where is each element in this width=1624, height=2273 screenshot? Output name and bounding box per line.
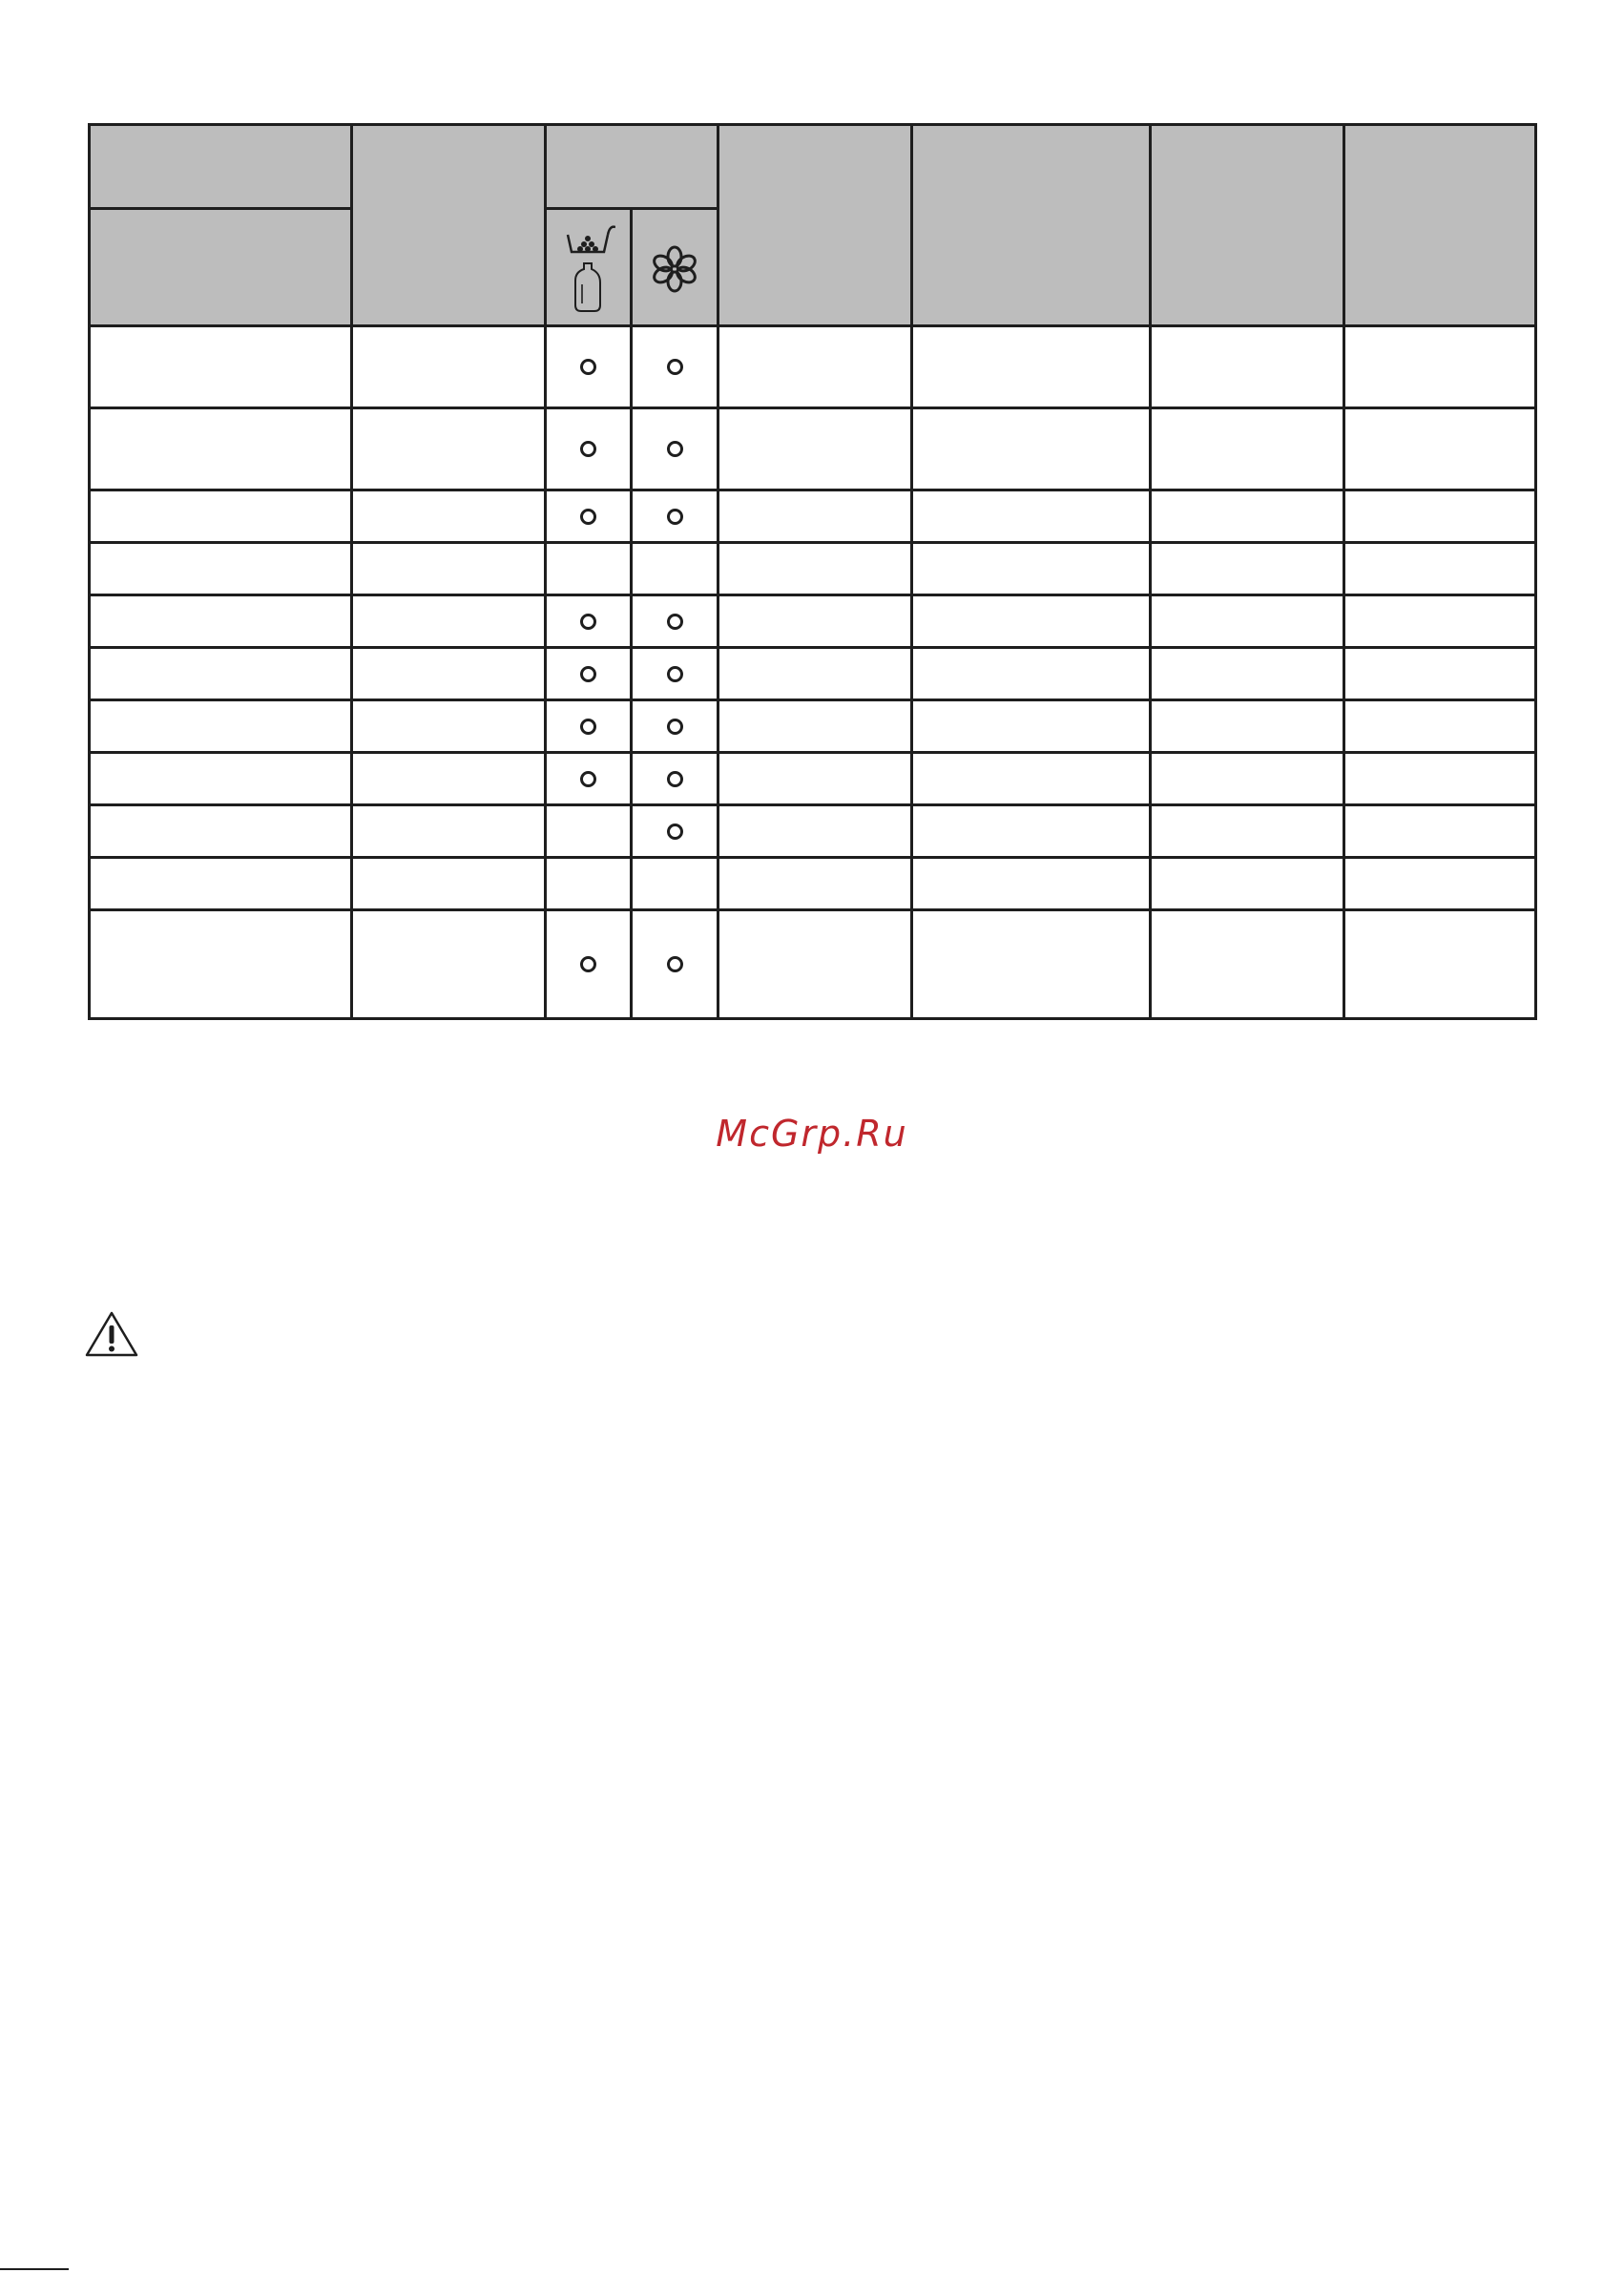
detergent-dispenser-mark [580, 956, 596, 972]
row-divider [91, 908, 1534, 911]
softener-dispenser-mark [667, 359, 683, 375]
column-divider [630, 207, 633, 1017]
footer-rule [0, 2268, 69, 2270]
column-divider [1343, 126, 1345, 1017]
header-cell-program [91, 126, 350, 207]
header-cell-col6 [913, 126, 1149, 324]
header-cell-program-sub [91, 210, 350, 324]
row-divider [91, 856, 1534, 859]
header-cell-col2 [353, 126, 544, 324]
row-divider [91, 751, 1534, 754]
row-divider [91, 541, 1534, 544]
column-divider [350, 126, 353, 1017]
detergent-powder-liquid-icon [547, 217, 630, 322]
detergent-dispenser-mark [580, 666, 596, 682]
detergent-dispenser-mark [580, 614, 596, 630]
header-cell-dispenser-group [547, 126, 717, 207]
row-divider [91, 646, 1534, 649]
detergent-dispenser-mark [580, 509, 596, 525]
detergent-dispenser-mark [580, 441, 596, 457]
row-divider [91, 803, 1534, 806]
header-cell-col5 [719, 126, 910, 324]
softener-dispenser-mark [667, 666, 683, 682]
softener-dispenser-mark [667, 771, 683, 787]
fabric-softener-flower-icon [633, 217, 717, 322]
column-divider [1149, 126, 1152, 1017]
warning-triangle-icon [84, 1310, 139, 1358]
header-split [544, 207, 719, 210]
column-divider [717, 126, 719, 1017]
header-split [91, 207, 350, 210]
column-divider [910, 126, 913, 1017]
row-divider [91, 699, 1534, 701]
row-divider [91, 594, 1534, 596]
softener-dispenser-mark [667, 614, 683, 630]
row-divider [91, 407, 1534, 409]
detergent-dispenser-mark [580, 771, 596, 787]
row-divider [91, 324, 1534, 327]
softener-dispenser-mark [667, 441, 683, 457]
softener-dispenser-mark [667, 956, 683, 972]
watermark-text: McGrp.Ru [716, 1113, 908, 1155]
column-divider [544, 126, 547, 1017]
detergent-dispenser-mark [580, 359, 596, 375]
softener-dispenser-mark [667, 719, 683, 735]
header-cell-col7 [1152, 126, 1343, 324]
program-table [88, 123, 1537, 1020]
detergent-dispenser-mark [580, 719, 596, 735]
row-divider [91, 489, 1534, 491]
softener-dispenser-mark [667, 509, 683, 525]
softener-dispenser-mark [667, 824, 683, 840]
header-cell-col8 [1345, 126, 1534, 324]
